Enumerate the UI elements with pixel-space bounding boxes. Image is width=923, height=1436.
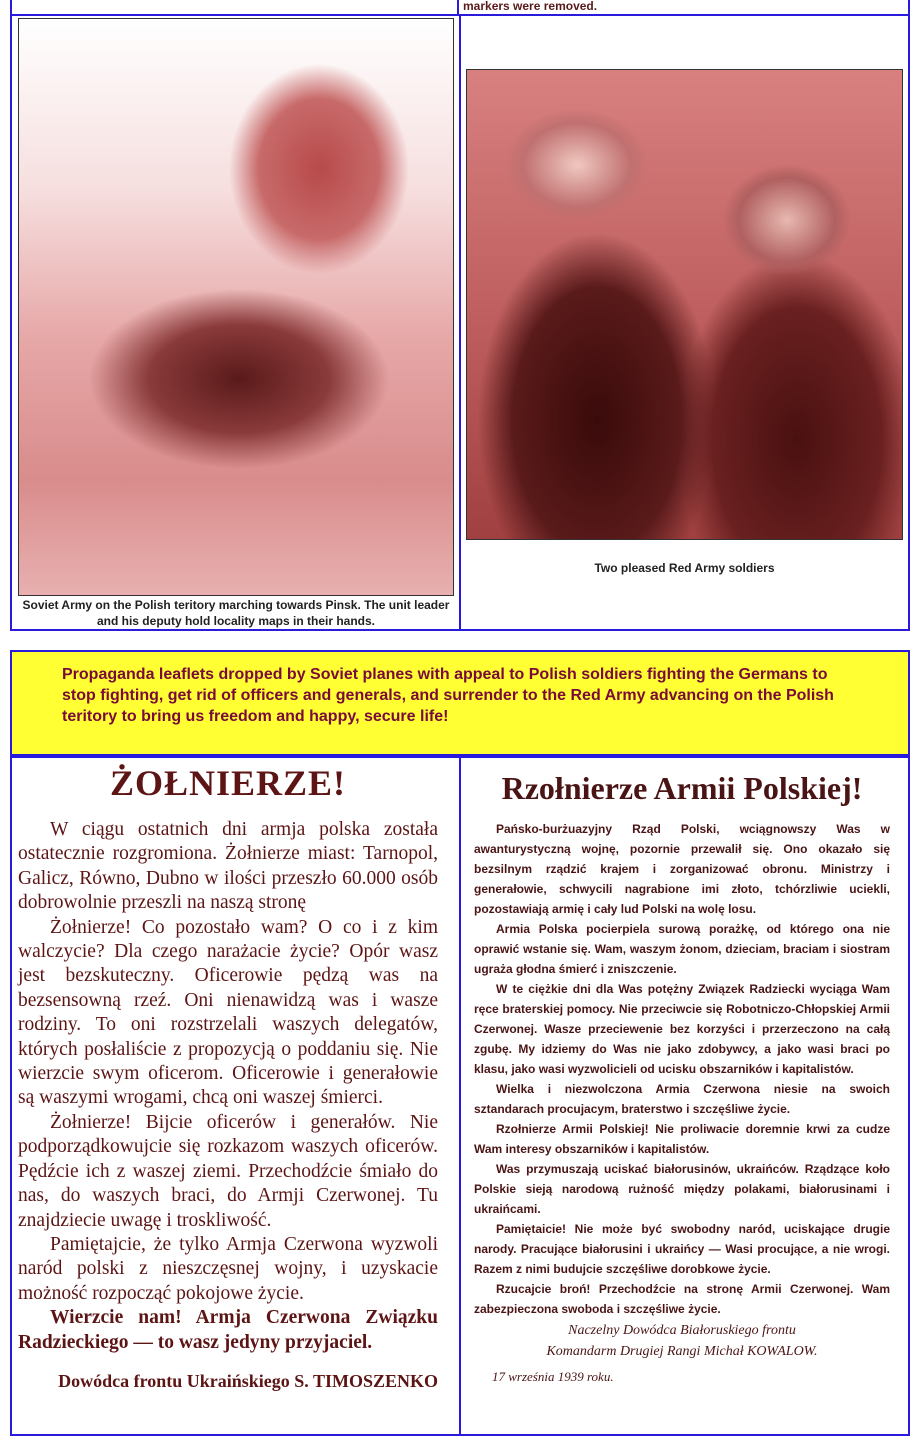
photo-soviet-army-marching: [18, 18, 454, 596]
divider: [459, 14, 461, 631]
leaflet-signature: Komandarm Drugiej Rangi Michał KOWALOW.: [546, 1344, 818, 1359]
leaflet-paragraph: Pańsko-burżuazyjny Rząd Polski, wciągnowszy Was w awanturystyczną wojnę, pozornie przewalił się. Ono okazało się bezsilnym rządzić krajem i zorganizować obronu. Ministrzy i generałowie, schwycili nagrabione imi złoto, tchórzliwie uciekli, pozostawiają armię i cały lud Polski na wolę losu.: [474, 822, 890, 916]
leaflet-title: Rzołnierze Armii Polskiej!: [501, 770, 863, 806]
leaflet-paragraph: Wierzcie nam! Armja Czerwona Związku Radzieckiego — to wasz jedyny przyjaciel.: [18, 1307, 438, 1353]
photo-caption: Two pleased Red Army soldiers: [594, 561, 775, 575]
photo-caption: Soviet Army on the Polish teritory marching towards Pinsk. The unit leader and his deputy hold locality maps in their hands.: [22, 598, 450, 628]
leaflet-paragraph: Was przymuszają uciskać białorusinów, ukraińców. Rządzące koło Polskie sieją narodową rużność między polakami, białorusinami i ukraińcami.: [474, 1162, 890, 1216]
leaflet-zolnierze: [18, 762, 438, 1393]
leaflet-paragraph: Rzołnierze Armii Polskiej! Nie proliwacie doremnie krwi za cudze Wam interesy obszarników i kapitalistów.: [474, 1122, 890, 1156]
leaflet-date: 17 września 1939 roku.: [492, 1369, 614, 1384]
leaflet-paragraph: Pamiętajcie, że tylko Armja Czerwona wyzwoli naród polski z nieszczęsnej wojny, i uzyskacie możność rozpocząć pokojowe życie.: [18, 1233, 438, 1304]
leaflet-paragraph: Żołnierze! Bijcie oficerów i generałów. Nie podporządkowujcie się rozkazom waszych oficerów. Pędźcie ich z waszej ziemi. Przechodźcie śmiało do nas, do waszych braci, do Armji Czerwonej. Tu znajdziecie uwagę i troskliwość.: [18, 1111, 438, 1231]
leaflet-paragraph: W ciągu ostatnich dni armja polska została ostatecznie rozgromiona. Żołnierze miast: Tarnopol, Galicz, Równo, Dubno w ilości przeszło 60.000 osób dobrowolnie przeszli na naszą stronę: [18, 819, 438, 914]
banner-text: Propaganda leaflets dropped by Soviet planes with appeal to Polish soldiers fighting the Germans to stop fighting, get rid of officers and generals, and surrender to the Red Army advancing on the Polish teritory to bring us freedom and happy, secure life!: [62, 666, 834, 725]
leaflet-signature: Dowódca frontu Ukraińskiego S. TIMOSZENKO: [58, 1370, 438, 1391]
leaflet-title: ŻOŁNIERZE!: [109, 763, 347, 803]
leaflet-paragraph: Wielka i niezwolczona Armia Czerwona niesie na swoich sztandarach procujacym, braterstwo i szczęśliwe życie.: [474, 1082, 890, 1116]
leaflet-paragraph: Rzucajcie broń! Przechodźcie na stronę Armii Czerwonej. Wam zabezpieczona swoboda i szczęśliwe życie.: [474, 1282, 890, 1316]
banner: [10, 650, 910, 756]
photo-red-army-soldiers: [466, 69, 903, 540]
leaflet-paragraph: W te ciężkie dni dla Was potężny Związek Radziecki wyciąga Wam ręce braterskiej pomocy. Nie przeciwcie się Robotniczo-Chłopskiej Armii Czerwonej. Wasze przeciewenie bez korzyści i przerzeczono na całą zgubę. My idziemy do Was nie jako zdobywcy, a jako wasi braci po klasu, jako wasi wyzwolicieli od ucisku obszarników i kapitalistów.: [474, 982, 890, 1076]
leaflet-rzolnierze: [474, 770, 890, 1387]
top-caption-fragment: markers were removed.: [463, 0, 598, 13]
leaflet-paragraph: Żołnierze! Co pozostało wam? O co i z kim walczycie? Dla czego narażacie życie? Opór wasz jest bezskuteczny. Oficerowie pędzą was na bezsensowną rzeź. Oni nienawidzą was i wasze rodziny. To oni rozstrzelali waszych delegatów, których posłaliście z propozycją o poddaniu się. Nie wierzcie swym oficerom. Oficerowie i generałowie są waszymi wrogami, chcą oni waszej śmierci.: [18, 916, 438, 1109]
leaflet-paragraph: Pamiętaicie! Nie może być swobodny naród, uciskające drugie narody. Pracujące białorusini i ukraińcy — Wasi procujące, a nie wrogi. Razem z nimi budujcie szczęśliwe dorobkowe życie.: [474, 1222, 890, 1276]
leaflet-signature: Naczelny Dowódca Białoruskiego frontu: [568, 1323, 796, 1338]
divider: [457, 0, 459, 14]
leaflet-paragraph: Armia Polska pocierpiela surową porażkę, od którego ona nie oprawić wstanie się. Wam, waszym żonom, dzieciam, braciam i siostram ugraża głodna śmierć i zniszczenie.: [474, 922, 890, 976]
divider: [459, 756, 461, 1436]
